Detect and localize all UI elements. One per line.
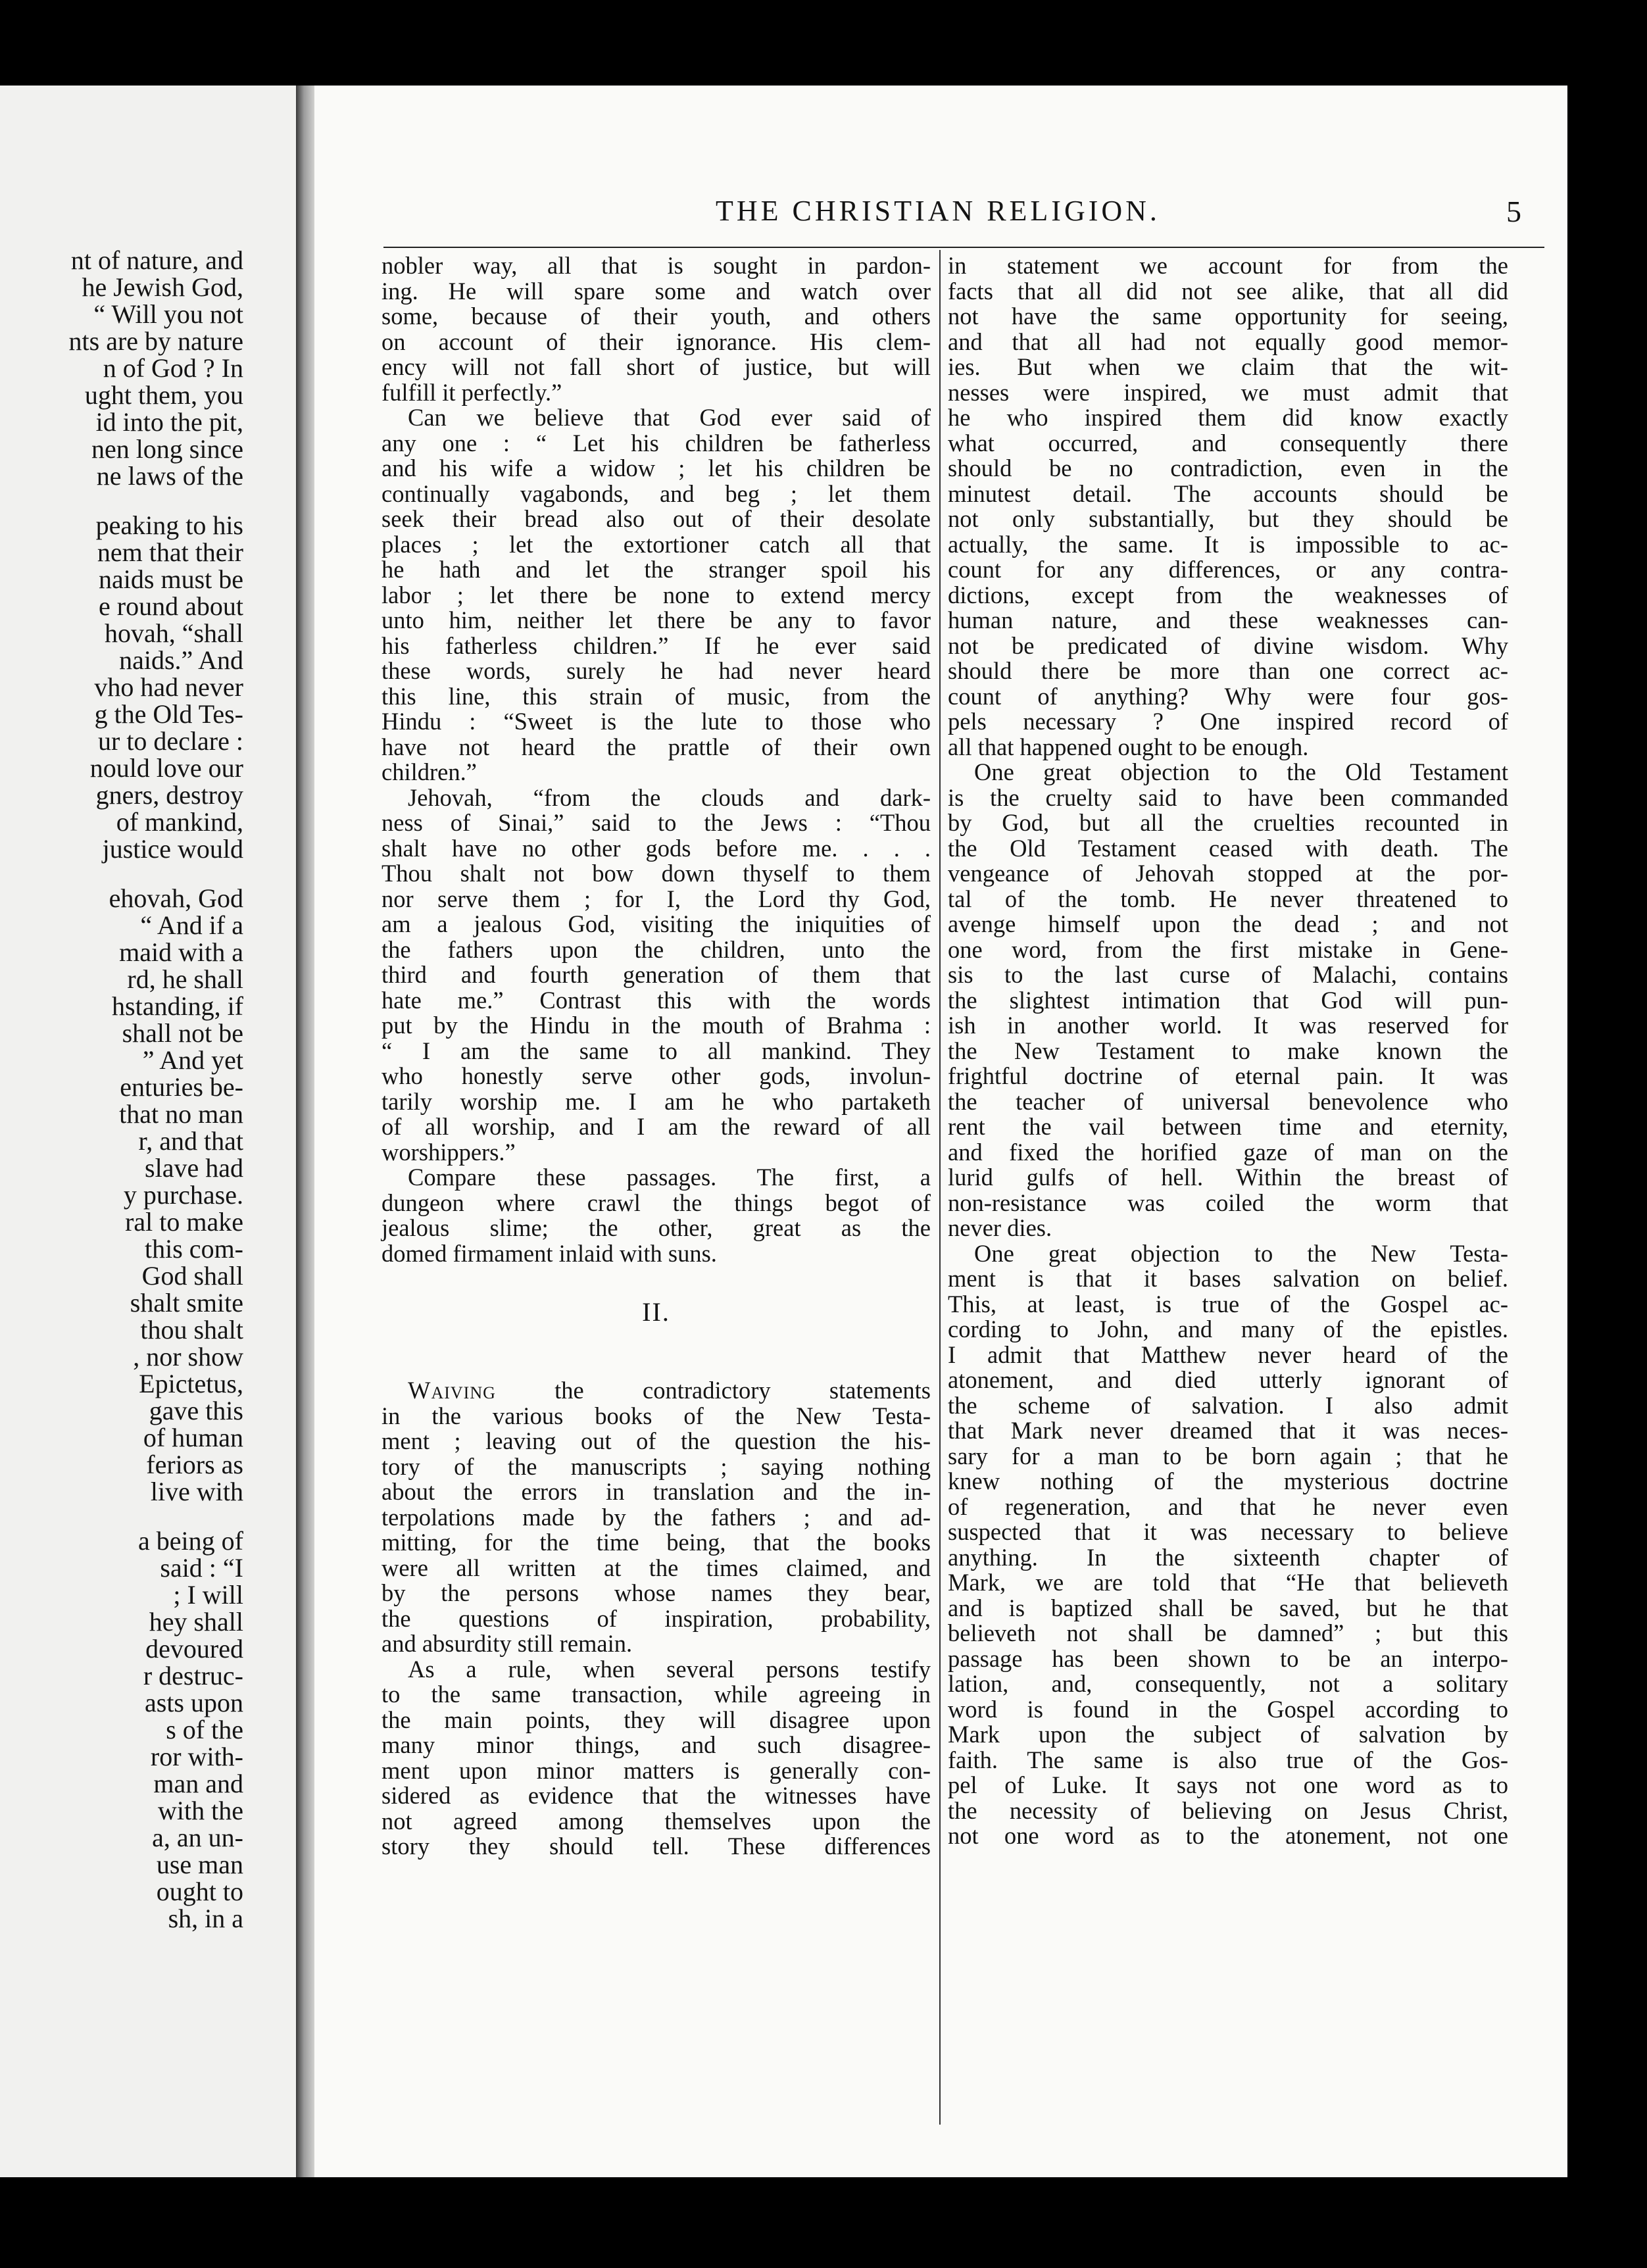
text-line: put by the Hindu in the mouth of Brahma : <box>381 1012 931 1039</box>
text-line: non-resistance was coiled the worm that <box>948 1189 1508 1216</box>
previous-page-line: ; I will <box>173 1580 243 1610</box>
text-line: one word, from the first mistake in Gene- <box>948 935 1508 963</box>
text-line <box>381 1378 931 1404</box>
text-line: Mark upon the subject of salvation by <box>948 1721 1508 1748</box>
text-line: about the errors in translation and the in- <box>381 1478 931 1505</box>
left-column <box>381 253 931 1860</box>
previous-page-line: , nor show <box>133 1342 243 1371</box>
text-line: nor serve them ; for I, the Lord thy God, <box>381 885 931 912</box>
text-line: dictions, except from the weaknesses of <box>948 581 1508 608</box>
text-line: what occurred, and consequently there <box>948 429 1508 456</box>
page <box>314 86 1567 2177</box>
text-line: the necessity of believing on Jesus Christ, <box>948 1796 1508 1824</box>
text-line: word is found in the Gospel according to <box>948 1695 1508 1723</box>
text-line: facts that all did not see alike, that all did <box>948 277 1508 305</box>
text-line: and fixed the horified gaze of man on the <box>948 1138 1508 1166</box>
text-line: in statement we account for from the <box>948 252 1508 279</box>
text-line: actually, the same. It is impossible to ac- <box>948 530 1508 558</box>
text-line: sis to the last curse of Malachi, contains <box>948 961 1508 988</box>
text-line: third and fourth generation of them that <box>381 961 931 988</box>
text-line: minutest detail. The accounts should be <box>948 480 1508 507</box>
previous-page-line: shalt smite <box>130 1288 243 1318</box>
previous-page-line: “ Will you not <box>93 299 243 329</box>
text-line: who honestly serve other gods, involun- <box>381 1062 931 1089</box>
previous-page-line: r, and that <box>138 1126 243 1156</box>
previous-page-line: naids must be <box>99 564 243 594</box>
previous-page-line: man and <box>153 1769 243 1798</box>
text-line: mitting, for the time being, that the books <box>381 1529 931 1556</box>
text-line: sidered as evidence that the witnesses have <box>381 1782 931 1809</box>
previous-page-line: ught them, you <box>84 380 243 410</box>
previous-page-line: enturies be- <box>120 1072 243 1102</box>
previous-page-line: ” And yet <box>142 1045 243 1075</box>
text-line: vengeance of Jehovah stopped at the por- <box>948 860 1508 887</box>
text-line: rent the vail between time and eternity, <box>948 1113 1508 1140</box>
text-line: story they should tell. These differences <box>381 1833 931 1860</box>
previous-page-line: a, an un- <box>152 1823 243 1852</box>
text-line: lurid gulfs of hell. Within the breast of <box>948 1164 1508 1191</box>
text-line: One great objection to the New Testa- <box>974 1239 1508 1267</box>
text-line: believeth not shall be damned” ; but this <box>948 1619 1508 1646</box>
previous-page-line: r destruc- <box>143 1661 243 1690</box>
text-line: he hath and let the stranger spoil his <box>381 556 931 583</box>
text-line: the questions of inspiration, probability, <box>381 1604 931 1632</box>
text-line: not only substantially, but they should be <box>948 505 1508 532</box>
column-rule <box>939 250 941 2125</box>
text-line: ment is that it bases salvation on belief. <box>948 1265 1508 1292</box>
text-line: on account of their ignorance. His clem- <box>381 328 931 355</box>
text-line: pels necessary ? One inspired record of <box>948 708 1508 735</box>
previous-page-line: naids.” And <box>119 645 243 675</box>
text-line: the Old Testament ceased with death. The <box>948 834 1508 862</box>
previous-page-line: that no man <box>119 1099 243 1129</box>
text-line: nobler way, all that is sought in pardon- <box>381 252 931 279</box>
previous-page-line: feriors as <box>146 1450 243 1479</box>
text-line: were all written at the times claimed, and <box>381 1554 931 1581</box>
previous-page-line: of human <box>143 1423 243 1452</box>
text-line: Jehovah, “from the clouds and dark- <box>408 783 931 811</box>
book-gutter <box>296 86 316 2177</box>
previous-page-line <box>0 1505 243 1527</box>
previous-page-line: nen long since <box>91 434 243 464</box>
text-line: continually vagabonds, and beg ; let them <box>381 480 931 507</box>
previous-page-line: sh, in a <box>168 1904 243 1933</box>
text-line: count for any differences, or any contra- <box>948 556 1508 583</box>
text-line: As a rule, when several persons testify <box>408 1655 931 1683</box>
previous-page-line: peaking to his <box>95 510 243 540</box>
text-line: not agreed among themselves upon the <box>381 1807 931 1835</box>
text-line: labor ; let there be none to extend mercy <box>381 581 931 608</box>
text-line: the main points, they will disagree upon <box>381 1706 931 1733</box>
text-line: the slightest intimation that God will pun- <box>948 986 1508 1014</box>
text-line: dungeon where crawl the things begot of <box>381 1189 931 1216</box>
running-head: THE CHRISTIAN RELIGION. <box>716 195 1160 227</box>
previous-page-line: s of the <box>166 1715 243 1744</box>
text-line: I admit that Matthew never heard of the <box>948 1341 1508 1368</box>
text-line: ing. He will spare some and watch over <box>381 277 931 305</box>
text-line: avenge himself upon the dead ; and not <box>948 910 1508 937</box>
text-line: is the cruelty said to have been commanded <box>948 783 1508 811</box>
text-line: these words, surely he had never heard <box>381 657 931 684</box>
previous-page-line: asts upon <box>145 1688 243 1717</box>
text-line: not have the same opportunity for seeing, <box>948 303 1508 330</box>
previous-page-line: a being of <box>138 1526 243 1556</box>
text-line: Thou shalt not bow down thyself to them <box>381 860 931 887</box>
text-line: Mark, we are told that “He that believeth <box>948 1569 1508 1596</box>
previous-page-line: live with <box>150 1477 243 1506</box>
text-line: by God, but all the cruelties recounted in <box>948 809 1508 836</box>
previous-page-line: this com- <box>145 1234 243 1264</box>
previous-page-line: shall not be <box>122 1018 243 1048</box>
previous-page-line: rd, he shall <box>127 964 243 994</box>
scan-border-right <box>1567 86 1647 2177</box>
text-line: his fatherless children.” If he ever said <box>381 631 931 659</box>
text-line: count of anything? Why were four gos- <box>948 682 1508 710</box>
previous-page-line: vho had never <box>94 672 243 702</box>
previous-page-line <box>0 862 243 885</box>
text-line: faith. The same is also true of the Gos- <box>948 1746 1508 1773</box>
text-line: “ I am the same to all mankind. They <box>381 1037 931 1064</box>
previous-page-line: of mankind, <box>116 807 243 837</box>
previous-page-line: nt of nature, and <box>70 245 243 275</box>
text-line: fulfill it perfectly.” <box>381 378 562 406</box>
text-line: the teacher of universal benevolence who <box>948 1087 1508 1115</box>
previous-page-line: maid with a <box>119 937 243 967</box>
text-line: domed firmament inlaid with suns. <box>381 1239 717 1267</box>
text-line: many minor things, and such disagree- <box>381 1731 931 1758</box>
text-line: passage has been shown to be an interpo- <box>948 1644 1508 1672</box>
previous-page-line: nould love our <box>89 753 243 783</box>
text-line: this line, this strain of music, from the <box>381 682 931 710</box>
previous-page-line: said : “I <box>160 1553 243 1583</box>
line-text: the contradictory statements <box>495 1377 931 1404</box>
previous-page-line: ought to <box>156 1877 243 1906</box>
previous-page-line: ror with- <box>150 1742 243 1771</box>
text-line: that Mark never dreamed that it was neces- <box>948 1417 1508 1444</box>
text-line: lation, and, consequently, not a solitary <box>948 1670 1508 1697</box>
text-line: in the various books of the New Testa- <box>381 1402 931 1429</box>
text-line: terpolations made by the fathers ; and ad- <box>381 1503 931 1531</box>
text-line: anything. In the sixteenth chapter of <box>948 1543 1508 1571</box>
header-rule <box>383 247 1544 248</box>
text-line: jealous slime; the other, great as the <box>381 1214 931 1241</box>
text-line: seek their bread also out of their desolate <box>381 505 931 532</box>
previous-page-line: justice would <box>102 834 243 864</box>
text-line: One great objection to the Old Testament <box>974 758 1508 785</box>
text-line: by the persons whose names they bear, <box>381 1579 931 1606</box>
text-line: children.” <box>381 758 477 785</box>
previous-page-fragment <box>0 86 296 2177</box>
text-line: tory of the manuscripts ; saying nothing <box>381 1452 931 1480</box>
text-line: all that happened ought to be enough. <box>948 733 1309 760</box>
text-line: Can we believe that God ever said of <box>408 404 931 431</box>
previous-page-line: he Jewish God, <box>82 272 243 302</box>
previous-page-line: hey shall <box>149 1607 243 1637</box>
text-line: hate me.” Contrast this with the words <box>381 986 931 1014</box>
text-line: cording to John, and many of the epistles. <box>948 1316 1508 1343</box>
text-line: and is baptized shall be saved, but he that <box>948 1594 1508 1621</box>
text-line: not be predicated of divine wisdom. Why <box>948 631 1508 659</box>
text-line: not one word as to the atonement, not one <box>948 1822 1508 1849</box>
text-line: and absurdity still remain. <box>381 1630 633 1657</box>
text-line: tarily worship me. I am he who partaketh <box>381 1087 931 1115</box>
text-line: Hindu : “Sweet is the lute to those who <box>381 708 931 735</box>
text-line: sary for a man to be born again ; that he <box>948 1442 1508 1469</box>
text-line: the scheme of salvation. I also admit <box>948 1391 1508 1419</box>
previous-page-text <box>0 247 243 1932</box>
lead-word: Waiving <box>408 1377 496 1404</box>
previous-page-line: id into the pit, <box>95 407 243 437</box>
text-line: shalt have no other gods before me. . . . <box>381 834 931 862</box>
previous-page-line: with the <box>158 1796 243 1825</box>
text-line: human nature, and these weaknesses can- <box>948 606 1508 633</box>
text-line: to the same transaction, while agreeing in <box>381 1681 931 1708</box>
scan-border-bottom <box>0 2177 1647 2268</box>
text-line: places ; let the extortioner catch all that <box>381 530 931 558</box>
previous-page-line: ur to declare : <box>98 726 243 756</box>
previous-page-line: g the Old Tes- <box>94 699 243 729</box>
text-line: ment ; leaving out of the question the his- <box>381 1427 931 1454</box>
text-line: Compare these passages. The first, a <box>408 1164 931 1191</box>
text-line: and his wife a widow ; let his children be <box>381 455 931 481</box>
text-line: of all worship, and I am the reward of all <box>381 1113 931 1140</box>
text-line: have not heard the prattle of their own <box>381 733 931 760</box>
previous-page-line: hstanding, if <box>112 991 243 1021</box>
previous-page-line: ehovah, God <box>109 883 243 913</box>
text-line: knew nothing of the mysterious doctrine <box>948 1467 1508 1494</box>
previous-page-line: e round about <box>99 591 243 621</box>
previous-page-line: devoured <box>145 1634 243 1664</box>
text-line: the New Testament to make known the <box>948 1037 1508 1064</box>
text-line: some, because of their youth, and others <box>381 303 931 330</box>
section-heading: II. <box>642 1297 670 1327</box>
previous-page-line: use man <box>156 1850 243 1879</box>
text-line: ency will not fall short of justice, but will <box>381 353 931 380</box>
text-line: nesses were inspired, we must admit that <box>948 378 1508 406</box>
text-line: any one : “ Let his children be fatherless <box>381 429 931 456</box>
previous-page-line: ral to make <box>125 1207 243 1237</box>
text-line: never dies. <box>948 1214 1052 1241</box>
page-number: 5 <box>1506 195 1521 228</box>
previous-page-line: gave this <box>149 1396 243 1425</box>
previous-page-line: ne laws of the <box>96 461 243 491</box>
text-line: should there be more than one correct ac- <box>948 657 1508 684</box>
text-line: frightful doctrine of eternal pain. It was <box>948 1062 1508 1089</box>
text-line: This, at least, is true of the Gospel ac- <box>948 1290 1508 1318</box>
right-column <box>948 253 1508 1849</box>
text-line: worshippers.” <box>381 1138 516 1166</box>
previous-page-line: Epictetus, <box>139 1369 243 1398</box>
previous-page-line: y purchase. <box>123 1180 243 1210</box>
previous-page-line: thou shalt <box>140 1315 243 1344</box>
previous-page-line: gners, destroy <box>95 780 243 810</box>
text-line: am a jealous God, visiting the iniquities of <box>381 910 931 937</box>
text-line: and that all had not equally good memor- <box>948 328 1508 355</box>
text-line: the fathers upon the children, unto the <box>381 935 931 963</box>
previous-page-line <box>0 489 243 512</box>
text-line: ies. But when we claim that the wit- <box>948 353 1508 380</box>
text-line: ment upon minor matters is generally con- <box>381 1756 931 1784</box>
text-line: tal of the tomb. He never threatened to <box>948 885 1508 912</box>
text-line: of regeneration, and that he never even <box>948 1492 1508 1520</box>
previous-page-line: slave had <box>145 1153 243 1183</box>
previous-page-line: “ And if a <box>140 910 243 940</box>
previous-page-line: n of God ? In <box>103 353 243 383</box>
previous-page-line: nts are by nature <box>68 326 243 356</box>
text-line: suspected that it was necessary to believe <box>948 1518 1508 1545</box>
text-line: ness of Sinai,” said to the Jews : “Thou <box>381 809 931 836</box>
text-line: he who inspired them did know exactly <box>948 404 1508 431</box>
text-line: pel of Luke. It says not one word as to <box>948 1771 1508 1798</box>
text-line: atonement, and died utterly ignorant of <box>948 1366 1508 1393</box>
previous-page-line: nem that their <box>97 537 243 567</box>
previous-page-line: hovah, “shall <box>104 618 243 648</box>
text-line: unto him, neither let there be any to favor <box>381 606 931 633</box>
previous-page-line: God shall <box>141 1261 243 1291</box>
text-line: ish in another world. It was reserved for <box>948 1012 1508 1039</box>
text-line: should be no contradiction, even in the <box>948 455 1508 481</box>
